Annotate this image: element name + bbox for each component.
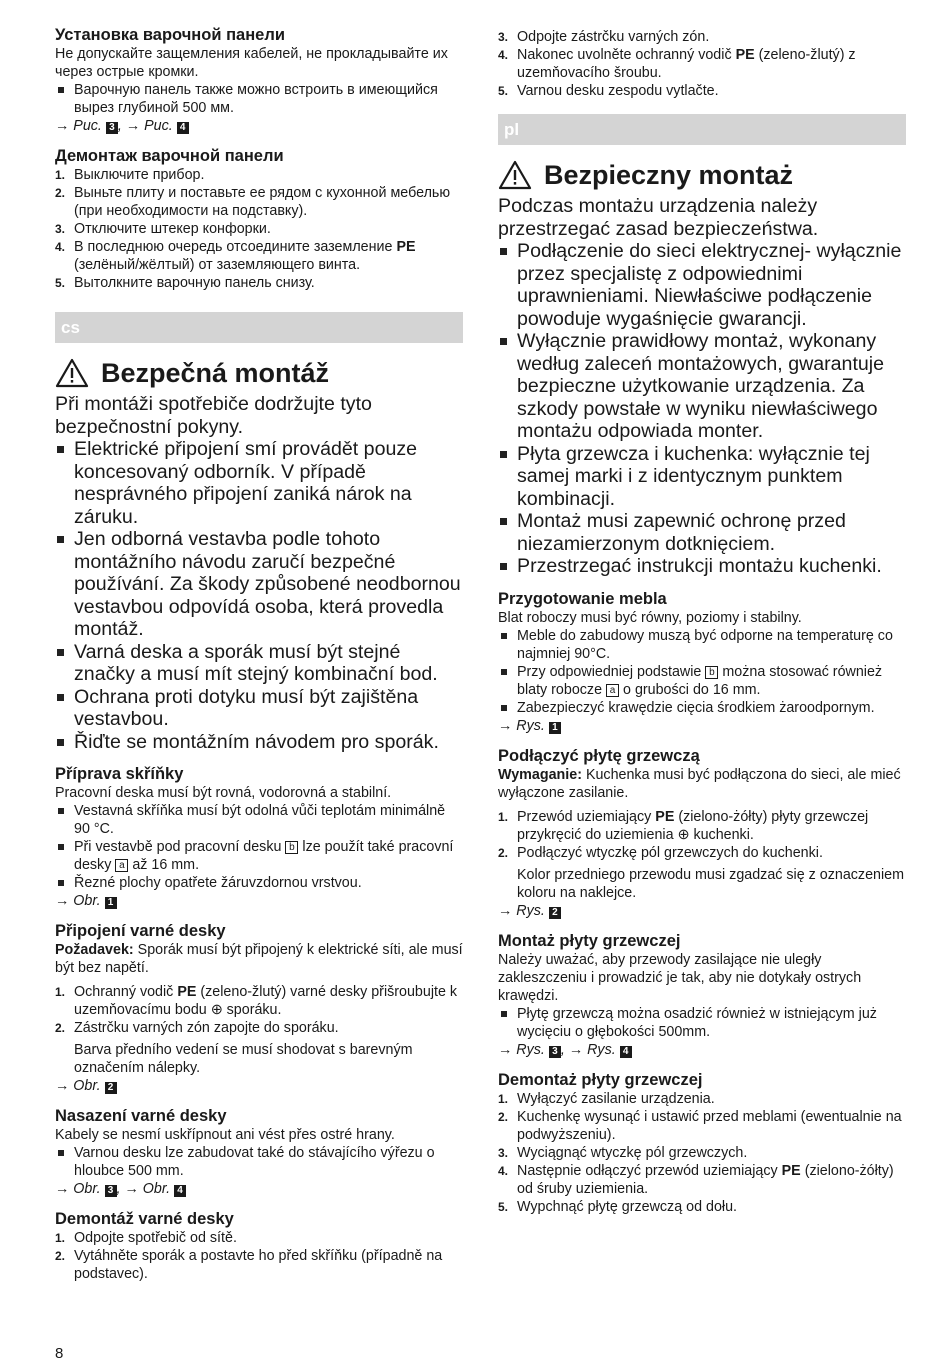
list-item: Jen odborná vestavba podle tohoto montážního návodu zaručí bezpečné používání. Za škody způsobené neodbornou vestavbou odpovídá osoba, která provedla montáž. [55, 528, 463, 641]
pl-place-figure-ref: → Rys. 3 , → Rys. 4 [498, 1041, 906, 1059]
pl-intro: Podczas montażu urządzenia należy przestrzegać zasad bezpieczeństwa. [498, 195, 819, 240]
section-title: Bezpieczny montaż [544, 160, 794, 190]
cs-prep-figure-ref: → Obr. 1 [55, 892, 463, 910]
list-item: Montaż musi zapewnić ochronę przed niezamierzonym dotknięciem. [498, 510, 906, 555]
pl-connect-figure-ref: → Rys. 2 [498, 902, 906, 920]
cs-removal-heading: Demontáž varné desky [55, 1210, 234, 1228]
list-item: 5. Вытолкните варочную панель снизу. [55, 275, 315, 291]
warning-icon [498, 160, 532, 190]
cs-connect-requirement: Požadavek: Sporák musí být připojený k elektrické síti, ale musí být bez napětí. [55, 942, 463, 976]
list-item: Meble do zabudowy muszą być odporne na temperaturę co najmniej 90°C. [498, 627, 906, 663]
language-bar-pl [498, 114, 906, 145]
cs-place-bullets [55, 1144, 463, 1180]
pl-place-text: Należy uważać, aby przewody zasilające nie uległy zakleszczeniu i prowadzić je tak, aby nie dotykały ostrych krawędzi. [498, 951, 862, 1004]
list-item: Płyta grzewcza i kuchenka: wyłącznie tej samej marki i z identycznym punktem kombinacji. [498, 443, 906, 511]
list-item: 3. Отключите штекер конфорки. [55, 221, 271, 237]
cs-place-figure-ref: → Obr. 3 , → Obr. 4 [55, 1180, 463, 1198]
box-b-icon: b [705, 666, 718, 679]
figure-1-box: 1 [549, 722, 561, 734]
ru-removal-steps [55, 166, 463, 292]
cs-prep-bullets [55, 802, 463, 892]
box-a-icon: a [115, 859, 128, 872]
pl-safety-list [498, 240, 906, 578]
list-item: 4. В последнюю очередь отсоедините заземление PE (зелёный/жёлтый) от заземляющего винта. [55, 239, 416, 273]
list-item: 2. Vytáhněte sporák a postavte ho před skříňku (případně na podstavec). [55, 1248, 443, 1282]
language-bar-cs [55, 312, 463, 343]
list-item: 4. Nakonec uvolněte ochranný vodič PE (zeleno-žlutý) z uzemňovacího šroubu. [498, 47, 856, 81]
pl-prep-bullets [498, 627, 906, 717]
ru-install-bullets [55, 81, 463, 117]
left-column [55, 26, 463, 1283]
cs-removal-steps-continued [498, 28, 906, 100]
list-item: 2. Zástrčku varných zón zapojte do sporáku. [55, 1020, 339, 1036]
cs-removal-steps [55, 1229, 463, 1283]
list-item: Řiďte se montážním návodem pro sporák. [55, 731, 463, 754]
list-item: 1. Odpojte spotřebič od sítě. [55, 1230, 237, 1246]
list-item: 2. Выньте плиту и поставьте ее рядом с кухонной мебелью (при необходимости на подставку). [55, 185, 451, 219]
list-item: Varná deska a sporák musí být stejné značky a musí mít stejný kombinační bod. [55, 641, 463, 686]
language-code: cs [61, 318, 80, 337]
list-item: 2. Podłączyć wtyczkę pól grzewczych do kuchenki. [498, 844, 823, 861]
pl-prep-figure-ref: → Rys. 1 [498, 717, 906, 735]
pl-connect-requirement: Wymaganie: Kuchenka musi być podłączona do sieci, ale mieć wyłączone zasilanie. [498, 766, 901, 801]
ru-removal-heading: Демонтаж варочной панели [55, 147, 284, 165]
pl-prep-text: Blat roboczy musi być równy, poziomy i stabilny. [498, 609, 802, 626]
cs-intro: Při montáži spotřebiče dodržujte tyto bezpečnostní pokyny. [55, 393, 372, 438]
list-item: Ochrana proti dotyku musí být zajištěna vestavbou. [55, 686, 463, 731]
cs-prep-heading: Příprava skříňky [55, 765, 184, 783]
cs-prep-text: Pracovní deska musí být rovná, vodorovná a stabilní. [55, 785, 392, 801]
pl-connect-steps [498, 808, 906, 902]
cs-connect-heading: Připojení varné desky [55, 922, 226, 940]
figure-2-box: 2 [105, 1082, 117, 1094]
list-item: Podłączenie do sieci elektrycznej- wyłącznie przez specjalistę z odpowiednimi uprawnieniami. Niewłaściwe podłączenie powoduje wygaśnięcie gwarancji. [498, 240, 906, 330]
list-item: 5. Varnou desku zespodu vytlačte. [498, 83, 719, 99]
figure-2-box: 2 [549, 907, 561, 919]
figure-3-box: 3 [549, 1046, 561, 1058]
pl-title-row [498, 159, 906, 191]
pl-place-heading: Montaż płyty grzewczej [498, 931, 681, 950]
language-code: pl [504, 120, 520, 139]
list-item: Варочную панель также можно встроить в имеющийся вырез глубиной 500 мм. [55, 81, 463, 117]
list-item: Wyłącznie prawidłowy montaż, wykonany według zaleceń montażowych, gwarantuje bezpieczne użytkowanie urządzenia. Za szkody powstałe w wyniku niewłaściwego montażu odpowiada monter. [498, 330, 906, 443]
figure-4-box: 4 [620, 1046, 632, 1058]
page-title: Bezpečná montáž [101, 358, 330, 388]
list-item: Při vestavbě pod pracovní desku b lze použít také pracovní desky a až 16 mm. [55, 838, 463, 874]
box-a-icon: a [606, 684, 619, 697]
list-item: 1. Выключите прибор. [55, 167, 205, 183]
list-item: 4. Następnie odłączyć przewód uziemiający PE (zielono-żółty) od śruby uziemienia. [498, 1162, 894, 1197]
figure-3-box: 3 [106, 122, 118, 134]
page-number: 8 [55, 1345, 64, 1362]
list-item: Řezné plochy opatřete žáruvzdornou vrstvou. [55, 874, 463, 892]
list-item: Vestavná skříňka musí být odolná vůči teplotám minimálně 90 °C. [55, 802, 463, 838]
list-item: Varnou desku lze zabudovat také do stávajícího výřezu o hloubce 500 mm. [55, 1144, 463, 1180]
list-item: Przy odpowiedniej podstawie b można stosować również blaty robocze a o grubości do 16 mm. [498, 663, 906, 699]
right-column [498, 28, 906, 1216]
warning-icon [55, 358, 89, 388]
list-item: Barva předního vedení se musí shodovat s barevným označením nálepky. [74, 1042, 413, 1076]
figure-3-box: 3 [105, 1185, 117, 1197]
cs-title-row [55, 357, 463, 389]
list-item: 1. Ochranný vodič PE (zeleno-žlutý) varné desky přišroubujte k uzemňovacímu bodu ⊕ sporáku. [55, 984, 458, 1018]
list-item: Płytę grzewczą można osadzić również w istniejącym już wycięciu o głębokości 500mm. [498, 1005, 906, 1041]
list-item: 1. Wyłączyć zasilanie urządzenia. [498, 1090, 715, 1107]
cs-place-text: Kabely se nesmí uskřípnout ani vést přes ostré hrany. [55, 1127, 395, 1143]
pl-connect-heading: Podłączyć płytę grzewczą [498, 746, 700, 765]
list-item: Zabezpieczyć krawędzie cięcia środkiem żaroodpornym. [498, 699, 906, 717]
cs-place-heading: Nasazení varné desky [55, 1107, 227, 1125]
pl-prep-heading: Przygotowanie mebla [498, 589, 667, 608]
ru-install-figure-ref: → Рис. 3 , → Рис. 4 [55, 117, 463, 135]
ru-install-text: Не допускайте защемления кабелей, не прокладывайте их через острые кромки. [55, 46, 448, 80]
list-item: 2. Kuchenkę wysunąć i ustawić przed meblami (ewentualnie na podwyższeniu). [498, 1108, 902, 1143]
box-b-icon: b [285, 841, 298, 854]
pl-removal-heading: Demontaż płyty grzewczej [498, 1070, 703, 1089]
list-item: 1. Przewód uziemiający PE (zielono-żółty) płyty grzewczej przykręcić do uziemienia ⊕ kuchenki. [498, 808, 869, 843]
figure-4-box: 4 [174, 1185, 186, 1197]
figure-1-box: 1 [105, 897, 117, 909]
list-item: Przestrzegać instrukcji montażu kuchenki. [498, 555, 906, 578]
figure-4-box: 4 [177, 122, 189, 134]
pl-place-bullets [498, 1005, 906, 1041]
list-item: 3. Wyciągnąć wtyczkę pól grzewczych. [498, 1144, 748, 1161]
list-item: Kolor przedniego przewodu musi zgadzać się z oznaczeniem koloru na naklejce. [517, 866, 905, 901]
ru-install-heading: Установка варочной панели [55, 26, 285, 44]
cs-connect-steps [55, 983, 463, 1077]
cs-safety-list [55, 438, 463, 753]
list-item: 5. Wypchnąć płytę grzewczą od dołu. [498, 1198, 737, 1215]
list-item: Elektrické připojení smí provádět pouze koncesovaný odborník. V případě nesprávného připojení zaniká nárok na záruku. [55, 438, 463, 528]
list-item: 3. Odpojte zástrčku varných zón. [498, 29, 710, 45]
pl-removal-steps [498, 1090, 906, 1216]
cs-connect-figure-ref: → Obr. 2 [55, 1077, 463, 1095]
